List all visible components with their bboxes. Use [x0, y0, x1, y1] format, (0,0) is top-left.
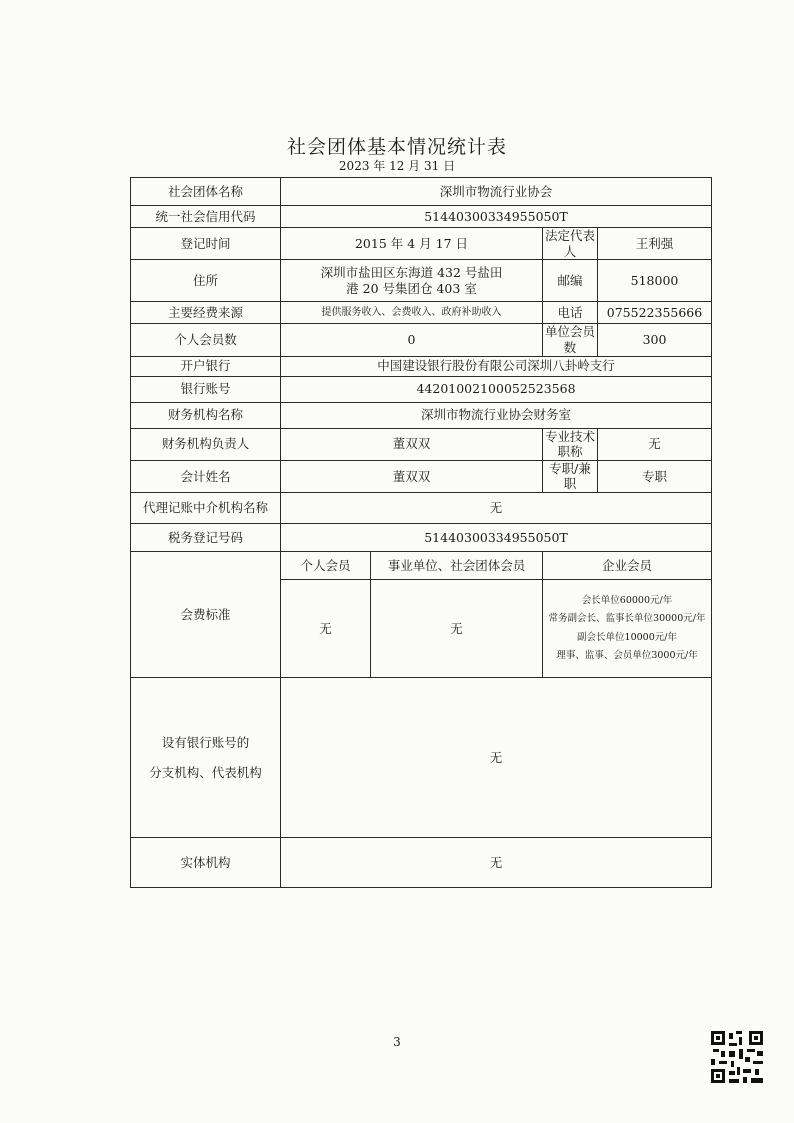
entities-value: 无	[281, 838, 712, 888]
reg-time-label: 登记时间	[131, 228, 281, 260]
bank-label: 开户银行	[131, 356, 281, 376]
fee-enterprise-line: 理事、监事、会员单位3000元/年	[556, 649, 698, 661]
row-members	[131, 324, 712, 356]
bank-account-label: 银行账号	[131, 376, 281, 402]
bank-value: 中国建设银行股份有限公司深圳八卦岭支行	[281, 356, 712, 376]
row-finance-org	[131, 402, 712, 428]
agency-label: 代理记账中介机构名称	[131, 493, 281, 524]
branches-label	[131, 678, 281, 838]
row-address	[131, 260, 712, 302]
individual-members-value: 0	[281, 324, 543, 356]
fee-label: 会费标准	[131, 552, 281, 678]
row-reg-time	[131, 228, 712, 260]
fee-header-individual: 个人会员	[281, 552, 371, 580]
fee-enterprise-line: 会长单位60000元/年	[581, 595, 673, 607]
fee-header-enterprise: 企业会员	[543, 552, 712, 580]
address-value	[281, 260, 543, 302]
unit-members-value: 300	[598, 324, 712, 356]
individual-members-label: 个人会员数	[131, 324, 281, 356]
row-tax-reg	[131, 524, 712, 552]
funding-value: 提供服务收入、会费收入、政府补助收入	[281, 302, 543, 324]
fee-individual-value: 无	[281, 580, 371, 678]
fee-header-institution: 事业单位、社会团体会员	[371, 552, 543, 580]
fee-enterprise-line: 常务副会长、监事长单位30000元/年	[548, 613, 706, 625]
page-number: 3	[393, 1035, 401, 1049]
legal-rep-value: 王利强	[598, 228, 712, 260]
title-label: 专业技术职称	[543, 428, 598, 460]
legal-rep-label: 法定代表人	[543, 228, 598, 260]
finance-org-label: 财务机构名称	[131, 402, 281, 428]
address-line-2: 港 20 号集团仓 403 室	[346, 280, 477, 296]
tax-reg-value: 51440300334955050T	[281, 524, 712, 552]
row-bank	[131, 356, 712, 376]
credit-code-value: 51440300334955050T	[281, 206, 712, 228]
entities-label: 实体机构	[131, 838, 281, 888]
title-value: 无	[598, 428, 712, 460]
agency-value: 无	[281, 493, 712, 524]
finance-head-value: 董双双	[281, 428, 543, 460]
accountant-value: 董双双	[281, 460, 543, 492]
row-funding	[131, 302, 712, 324]
qr-code	[711, 1031, 763, 1083]
reg-time-value: 2015 年 4 月 17 日	[281, 228, 543, 260]
org-name-value: 深圳市物流行业协会	[281, 178, 712, 206]
fee-enterprise-value	[543, 580, 712, 678]
tax-reg-label: 税务登记号码	[131, 524, 281, 552]
row-agency	[131, 493, 712, 524]
fee-enterprise-line: 副会长单位10000元/年	[577, 631, 677, 643]
postcode-label: 邮编	[543, 260, 598, 302]
accountant-label: 会计姓名	[131, 460, 281, 492]
row-branches	[131, 678, 712, 838]
statistics-table	[130, 177, 712, 888]
branches-label-line-2: 分支机构、代表机构	[149, 764, 262, 780]
branches-value: 无	[281, 678, 712, 838]
bank-account-value: 44201002100052523568	[281, 376, 712, 402]
row-credit-code	[131, 206, 712, 228]
row-entities	[131, 838, 712, 888]
org-name-label: 社会团体名称	[131, 178, 281, 206]
address-line-1: 深圳市盐田区东海道 432 号盐田	[320, 265, 503, 281]
fee-institution-value: 无	[371, 580, 543, 678]
finance-org-value: 深圳市物流行业协会财务室	[281, 402, 712, 428]
row-fee-header	[131, 552, 712, 580]
document-date: 2023 年 12 月 31 日	[338, 159, 456, 173]
credit-code-label: 统一社会信用代码	[131, 206, 281, 228]
unit-members-label: 单位会员数	[543, 324, 598, 356]
row-org-name	[131, 178, 712, 206]
employment-value: 专职	[598, 460, 712, 492]
row-accountant	[131, 460, 712, 492]
address-label: 住所	[131, 260, 281, 302]
employment-label: 专职/兼职	[543, 460, 598, 492]
finance-head-label: 财务机构负责人	[131, 428, 281, 460]
phone-value: 075522355666	[598, 302, 712, 324]
funding-label: 主要经费来源	[131, 302, 281, 324]
row-finance-head	[131, 428, 712, 460]
phone-label: 电话	[543, 302, 598, 324]
branches-label-line-1: 设有银行账号的	[161, 734, 250, 750]
row-bank-account	[131, 376, 712, 402]
document-title: 社会团体基本情况统计表	[286, 136, 507, 158]
postcode-value: 518000	[598, 260, 712, 302]
